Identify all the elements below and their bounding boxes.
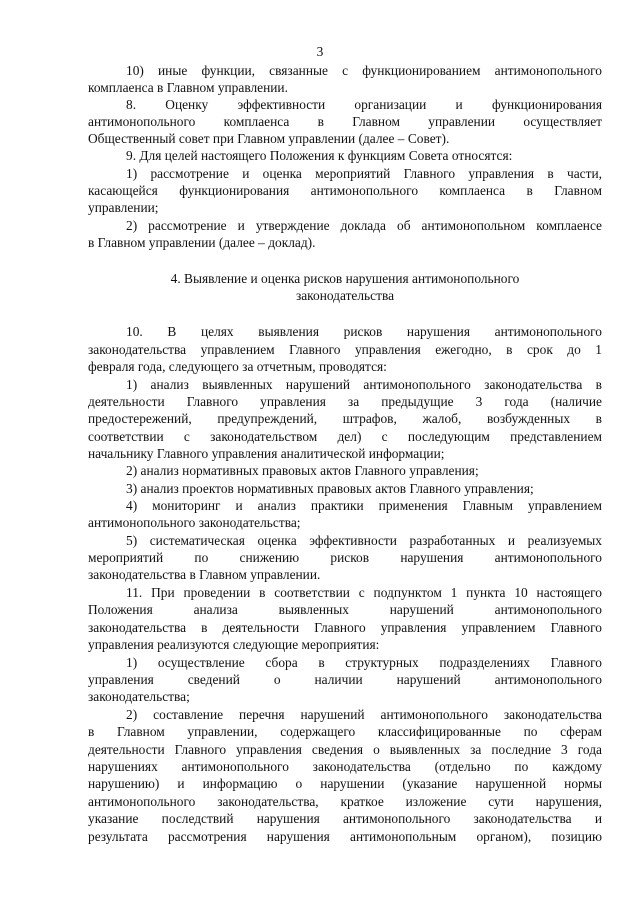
text-line: антимонопольного законодательства, краткое изложение сути нарушения,	[88, 794, 602, 809]
text-line: в Главном управлении, содержащего классифицированные по сферам	[88, 724, 602, 739]
text-line: 1) осуществление сбора в структурных подразделениях Главного	[126, 655, 602, 670]
text-line: начальнику Главного управления аналитической информации;	[88, 446, 445, 461]
text-line: антимонопольного законодательства;	[88, 515, 301, 530]
text-line: 9. Для целей настоящего Положения к функциям Совета относятся:	[126, 148, 513, 163]
text-line: 1) анализ выявленных нарушений антимонопольного законодательства в	[126, 377, 602, 392]
text-line: 5) систематическая оценка эффективности разработанных и реализуемых	[126, 533, 602, 548]
text-line: результата рассмотрения нарушения антимонопольным органом), позицию	[88, 829, 602, 844]
text-line: нарушениях антимонопольного законодательства (отдельно по каждому	[88, 759, 602, 774]
text-line: Общественный совет при Главном управлении (далее – Совет).	[88, 131, 450, 146]
text-line: деятельности Главного управления сведения о выявленных за последние 3 года	[88, 742, 602, 757]
text-line: 2) составление перечня нарушений антимонопольного законодательства	[126, 707, 602, 722]
text-line: 2) анализ нормативных правовых актов Главного управления;	[126, 463, 479, 478]
text-line: законодательства управлением Главного управления ежегодно, в срок до 1	[88, 342, 602, 357]
text-line: 11. При проведении в соответствии с подпунктом 1 пункта 10 настоящего	[126, 585, 602, 600]
text-line: мероприятий по снижению рисков нарушения антимонопольного	[88, 550, 602, 565]
text-line: 2) рассмотрение и утверждение доклада об антимонопольном комплаенсе	[126, 218, 602, 233]
page-number: 3	[316, 44, 324, 59]
text-line: законодательства в деятельности Главного управления управлением Главного	[88, 620, 602, 635]
section-heading: 4. Выявление и оценка рисков нарушения антимонопольного	[170, 271, 520, 286]
text-line: в Главном управлении (далее – доклад).	[88, 235, 316, 250]
text-line: указание последствий нарушения антимонопольного законодательства и	[88, 811, 602, 826]
text-line: законодательства;	[88, 689, 190, 704]
text-line: нарушению) и информацию о нарушении (указание нарушенной нормы	[88, 776, 602, 791]
text-line: управления реализуются следующие мероприятия:	[88, 637, 380, 652]
text-line: 10) иные функции, связанные с функционированием антимонопольного	[126, 63, 602, 78]
text-line: 8. Оценку эффективности организации и функционирования	[126, 97, 602, 112]
text-line: 3) анализ проектов нормативных правовых актов Главного управления;	[126, 481, 534, 496]
text-line: соответствии с законодательством дел) с последующим представлением	[88, 429, 602, 444]
text-line: февраля года, следующего за отчетным, проводятся:	[88, 359, 387, 374]
text-line: комплаенса в Главном управлении.	[88, 80, 288, 95]
text-line: законодательства в Главном управлении.	[88, 567, 321, 582]
text-line: 1) рассмотрение и оценка мероприятий Главного управления в части,	[126, 166, 602, 181]
text-line: деятельности Главного управления за предыдущие 3 года (наличие	[88, 394, 602, 409]
text-line: предостережений, предупреждений, штрафов, жалоб, возбужденных в	[88, 411, 602, 426]
text-line: управления сведений о наличии нарушений антимонопольного	[88, 672, 602, 687]
text-line: 4) мониторинг и анализ практики применения Главным управлением	[126, 498, 602, 513]
text-line: управлении;	[88, 200, 159, 215]
text-line: касающейся функционирования антимонопольного комплаенса в Главном	[88, 183, 602, 198]
text-line: Положения анализа выявленных нарушений антимонопольного	[88, 602, 602, 617]
section-heading: законодательства	[295, 288, 395, 303]
text-line: антимонопольного комплаенса в Главном управлении осуществляет	[88, 114, 602, 129]
text-line: 10. В целях выявления рисков нарушения антимонопольного	[126, 324, 602, 339]
